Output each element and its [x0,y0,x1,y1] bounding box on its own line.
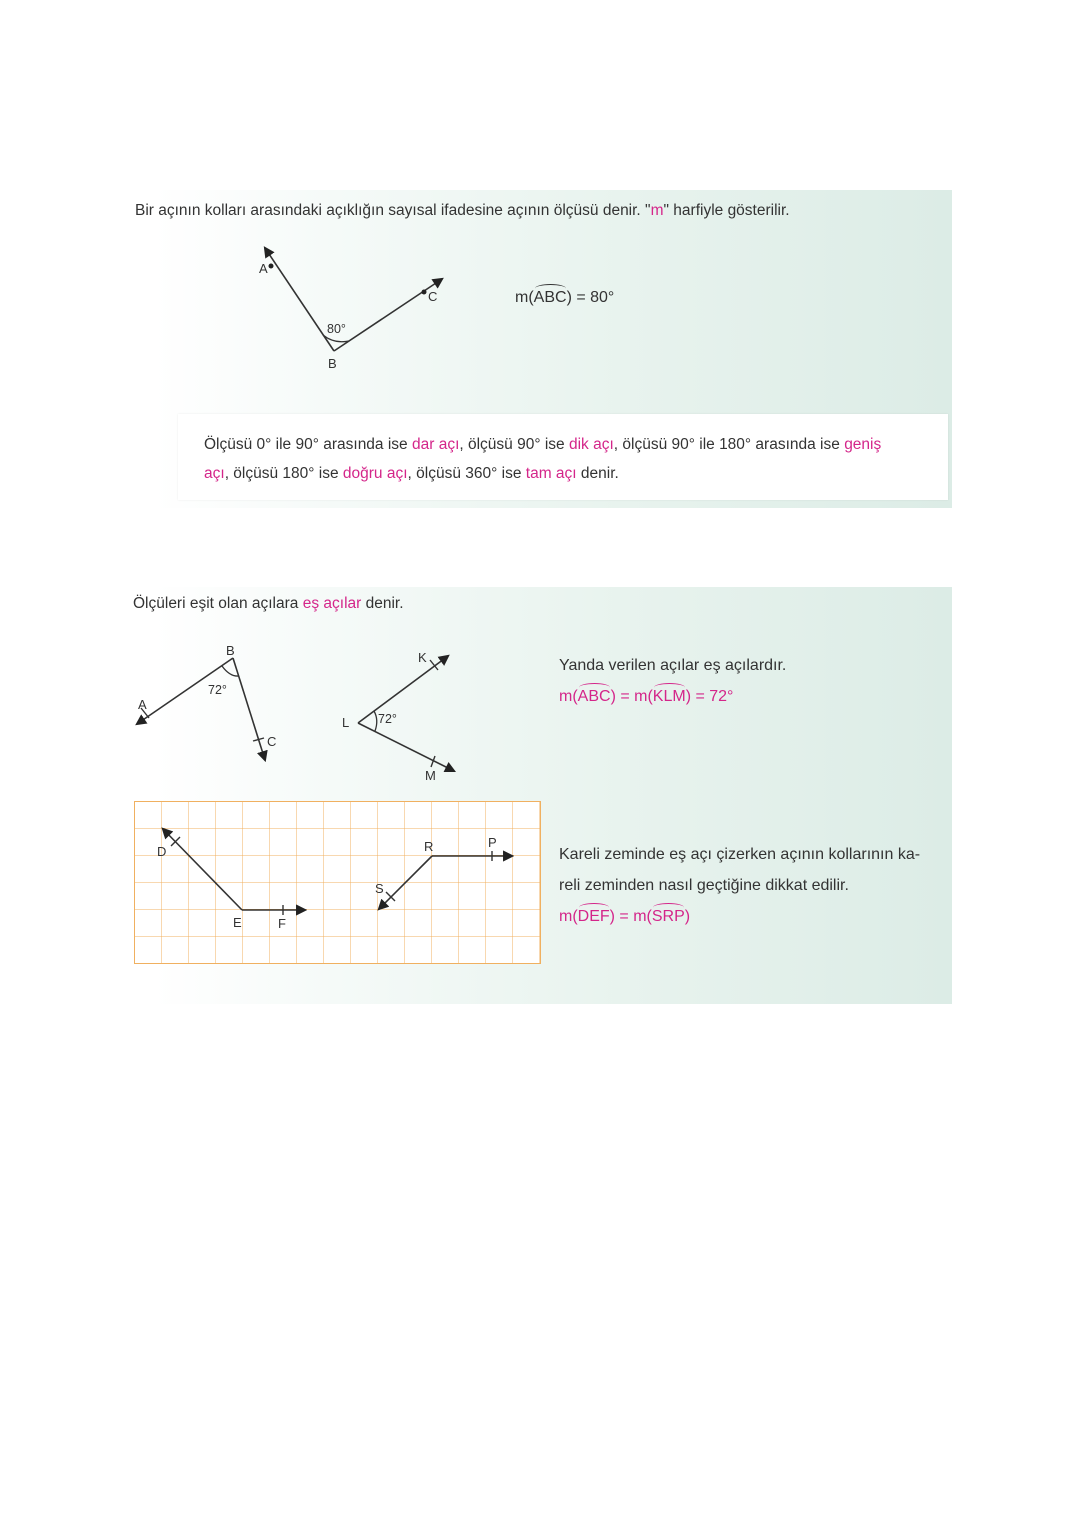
angle-measure-panel [130,190,952,508]
angle-types-line-1: Ölçüsü 0° ile 90° arasında ise dar açı, ölçüsü 90° ise dik açı, ölçüsü 90° ile 180° arasında ise geniş [204,436,882,453]
formula-abc-klm: m(ABC) = m(KLM) = 72° [559,688,734,705]
grid-note-line-2: reli zeminden nasıl geçtiğine dikkat edilir. [559,877,849,894]
label-a: A [259,261,268,276]
point-c [422,290,427,295]
angle-measure-definition: Bir açının kolları arasındaki açıklığın sayısal ifadesine açının ölçüsü denir. "m" harfiyle gösterilir. [135,202,790,219]
grid-note-line-1: Kareli zeminde eş açı çizerken açının kollarının ka- [559,846,921,863]
angle-arc-klm [374,711,377,731]
ray-bc-72 [233,658,265,760]
grid-angles-diagram [134,801,542,965]
label-p: P [488,835,497,850]
angle-abc-diagram [130,190,530,390]
label-c-72: C [267,734,277,749]
label-a-72: A [138,697,147,712]
congruent-statement: Yanda verilen açılar eş açılardır. [559,657,787,674]
label-e: E [233,915,242,930]
angle-types-line-2: açı, ölçüsü 180° ise doğru açı, ölçüsü 360° ise tam açı denir. [204,465,619,482]
label-b: B [328,356,337,371]
ray-bc [334,279,442,351]
formula-def-srp: m(DEF) = m(SRP) [559,908,691,925]
label-f: F [278,916,286,931]
label-l: L [342,715,350,730]
congruent-angles-panel [130,587,952,1004]
angle-label-klm: 72° [378,712,397,726]
grid [135,802,541,964]
label-k: K [418,650,427,665]
label-s: S [375,881,384,896]
label-r: R [424,839,434,854]
point-a [269,264,274,269]
formula-abc: m(ABC) = 80° [515,289,615,306]
label-m: M [425,768,436,783]
angle-types-box [178,414,948,500]
angle-label-80: 80° [327,322,346,336]
label-b-72: B [226,643,235,658]
congruent-angles-definition: Ölçüleri eşit olan açılara eş açılar denir. [133,595,404,612]
angle-label-abc: 72° [208,683,227,697]
label-d: D [157,844,167,859]
ray-lm [358,723,454,771]
angle-abc-72-diagram [130,587,550,787]
label-c: C [428,289,438,304]
